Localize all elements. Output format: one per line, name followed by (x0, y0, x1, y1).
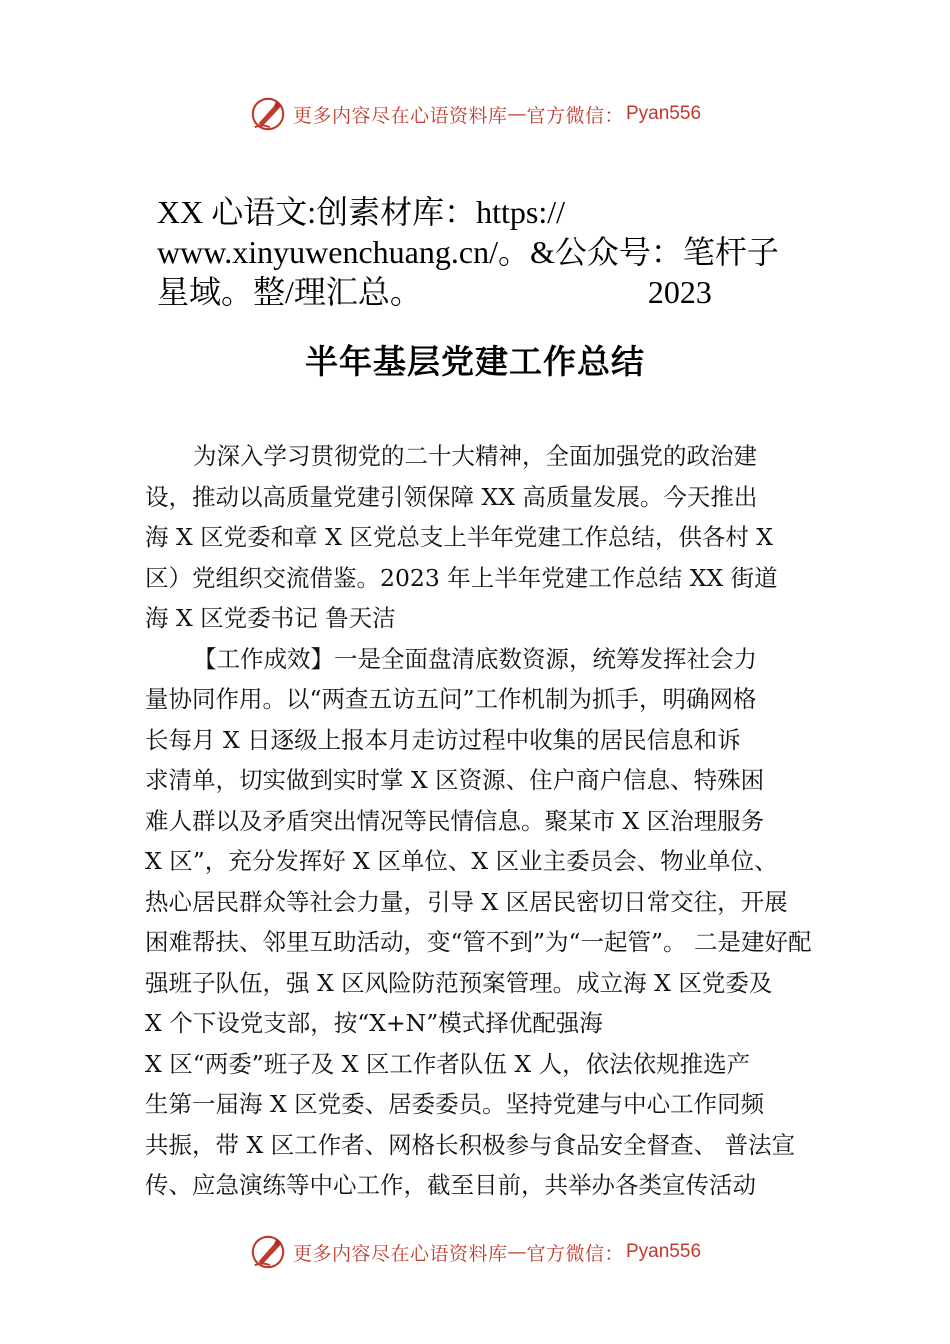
banner-wechat-id: Pyan556 (626, 1241, 702, 1262)
banner-text: 更多内容尽在心语资料库 (292, 1242, 508, 1265)
body-line: 困难帮扶、邻里互助活动，变“管不到”为“一起管”。 二是建好配 (145, 928, 812, 956)
body-line: 热心居民群众等社会力量，引导 X 区居民密切日常交往，开展 (145, 887, 788, 916)
source-note (157, 192, 857, 312)
body-line: 设，推动以高质量党建引领保障 XX 高质量发展。今天推出 (145, 482, 758, 511)
body-line: 难人群以及矛盾突出情况等民情信息。聚某市 X 区治理服务 (145, 806, 765, 835)
body-line: 量协同作用。以“两查五访五问”工作机制为抓手，明确网格 (145, 685, 757, 713)
source-note-line-3-text: 星域。整/理汇总。 (157, 274, 422, 310)
body-line: 强班子队伍，强 X 区风险防范预案管理。成立海 X 区党委及 (145, 968, 773, 997)
bottom-banner (0, 1230, 950, 1274)
body-line: X 个下设党支部，按“X+N”模式择优配强海 (145, 1009, 603, 1037)
pen-logo-icon (249, 1233, 287, 1271)
source-note-year: 2023 (647, 274, 712, 310)
body-line: 长每月 X 日逐级上报本月走访过程中收集的居民信息和诉 (145, 725, 741, 754)
body-line: 为深入学习贯彻党的二十大精神，全面加强党的政治建 (193, 442, 757, 470)
banner-wechat-label: 官方微信： (526, 1242, 624, 1265)
banner-wechat-id: Pyan556 (626, 103, 702, 124)
source-note-line-3 (157, 272, 857, 312)
body-line: X 区”，充分发挥好 X 区单位、X 区业主委员会、物业单位、 (145, 847, 778, 875)
body-line: 【工作成效】一是全面盘清底数资源，统筹发挥社会力 (193, 644, 757, 673)
pen-logo-icon (249, 95, 287, 133)
body-line: 生第一届海 X 区党委、居委委员。坚持党建与中心工作同频 (145, 1090, 765, 1118)
body-line: 海 X 区党委和章 X 区党总支上半年党建工作总结，供各村 X (145, 523, 774, 551)
body-line: 共振，带 X 区工作者、网格长积极参与食品安全督查、 普法宣 (145, 1130, 796, 1159)
source-note-line-2: www.xinyuwenchuang.cn/。&公众号：笔杆子 (157, 234, 779, 270)
banner-wechat-label: 官方微信： (526, 104, 624, 127)
body-line: 区）党组织交流借鉴。2023 年上半年党建工作总结 XX 街道 (145, 563, 778, 592)
source-note-line-1: XX 心语文:创素材库：https:// (157, 194, 566, 230)
body-line: 海 X 区党委书记 鲁天洁 (145, 604, 396, 632)
body-line: 传、应急演练等中心工作，截至目前，共举办各类宣传活动 (145, 1171, 756, 1199)
document-body (145, 436, 815, 1206)
banner-separator: — (507, 1241, 527, 1263)
top-banner (0, 92, 950, 136)
banner-separator: — (507, 103, 527, 125)
body-line: 求清单，切实做到实时掌 X 区资源、住户商户信息、特殊困 (145, 766, 765, 794)
banner-text: 更多内容尽在心语资料库 (292, 104, 508, 127)
document-title: 半年基层党建工作总结 (305, 342, 645, 381)
body-line: X 区“两委”班子及 X 区工作者队伍 X 人，依法依规推选产 (145, 1049, 751, 1078)
